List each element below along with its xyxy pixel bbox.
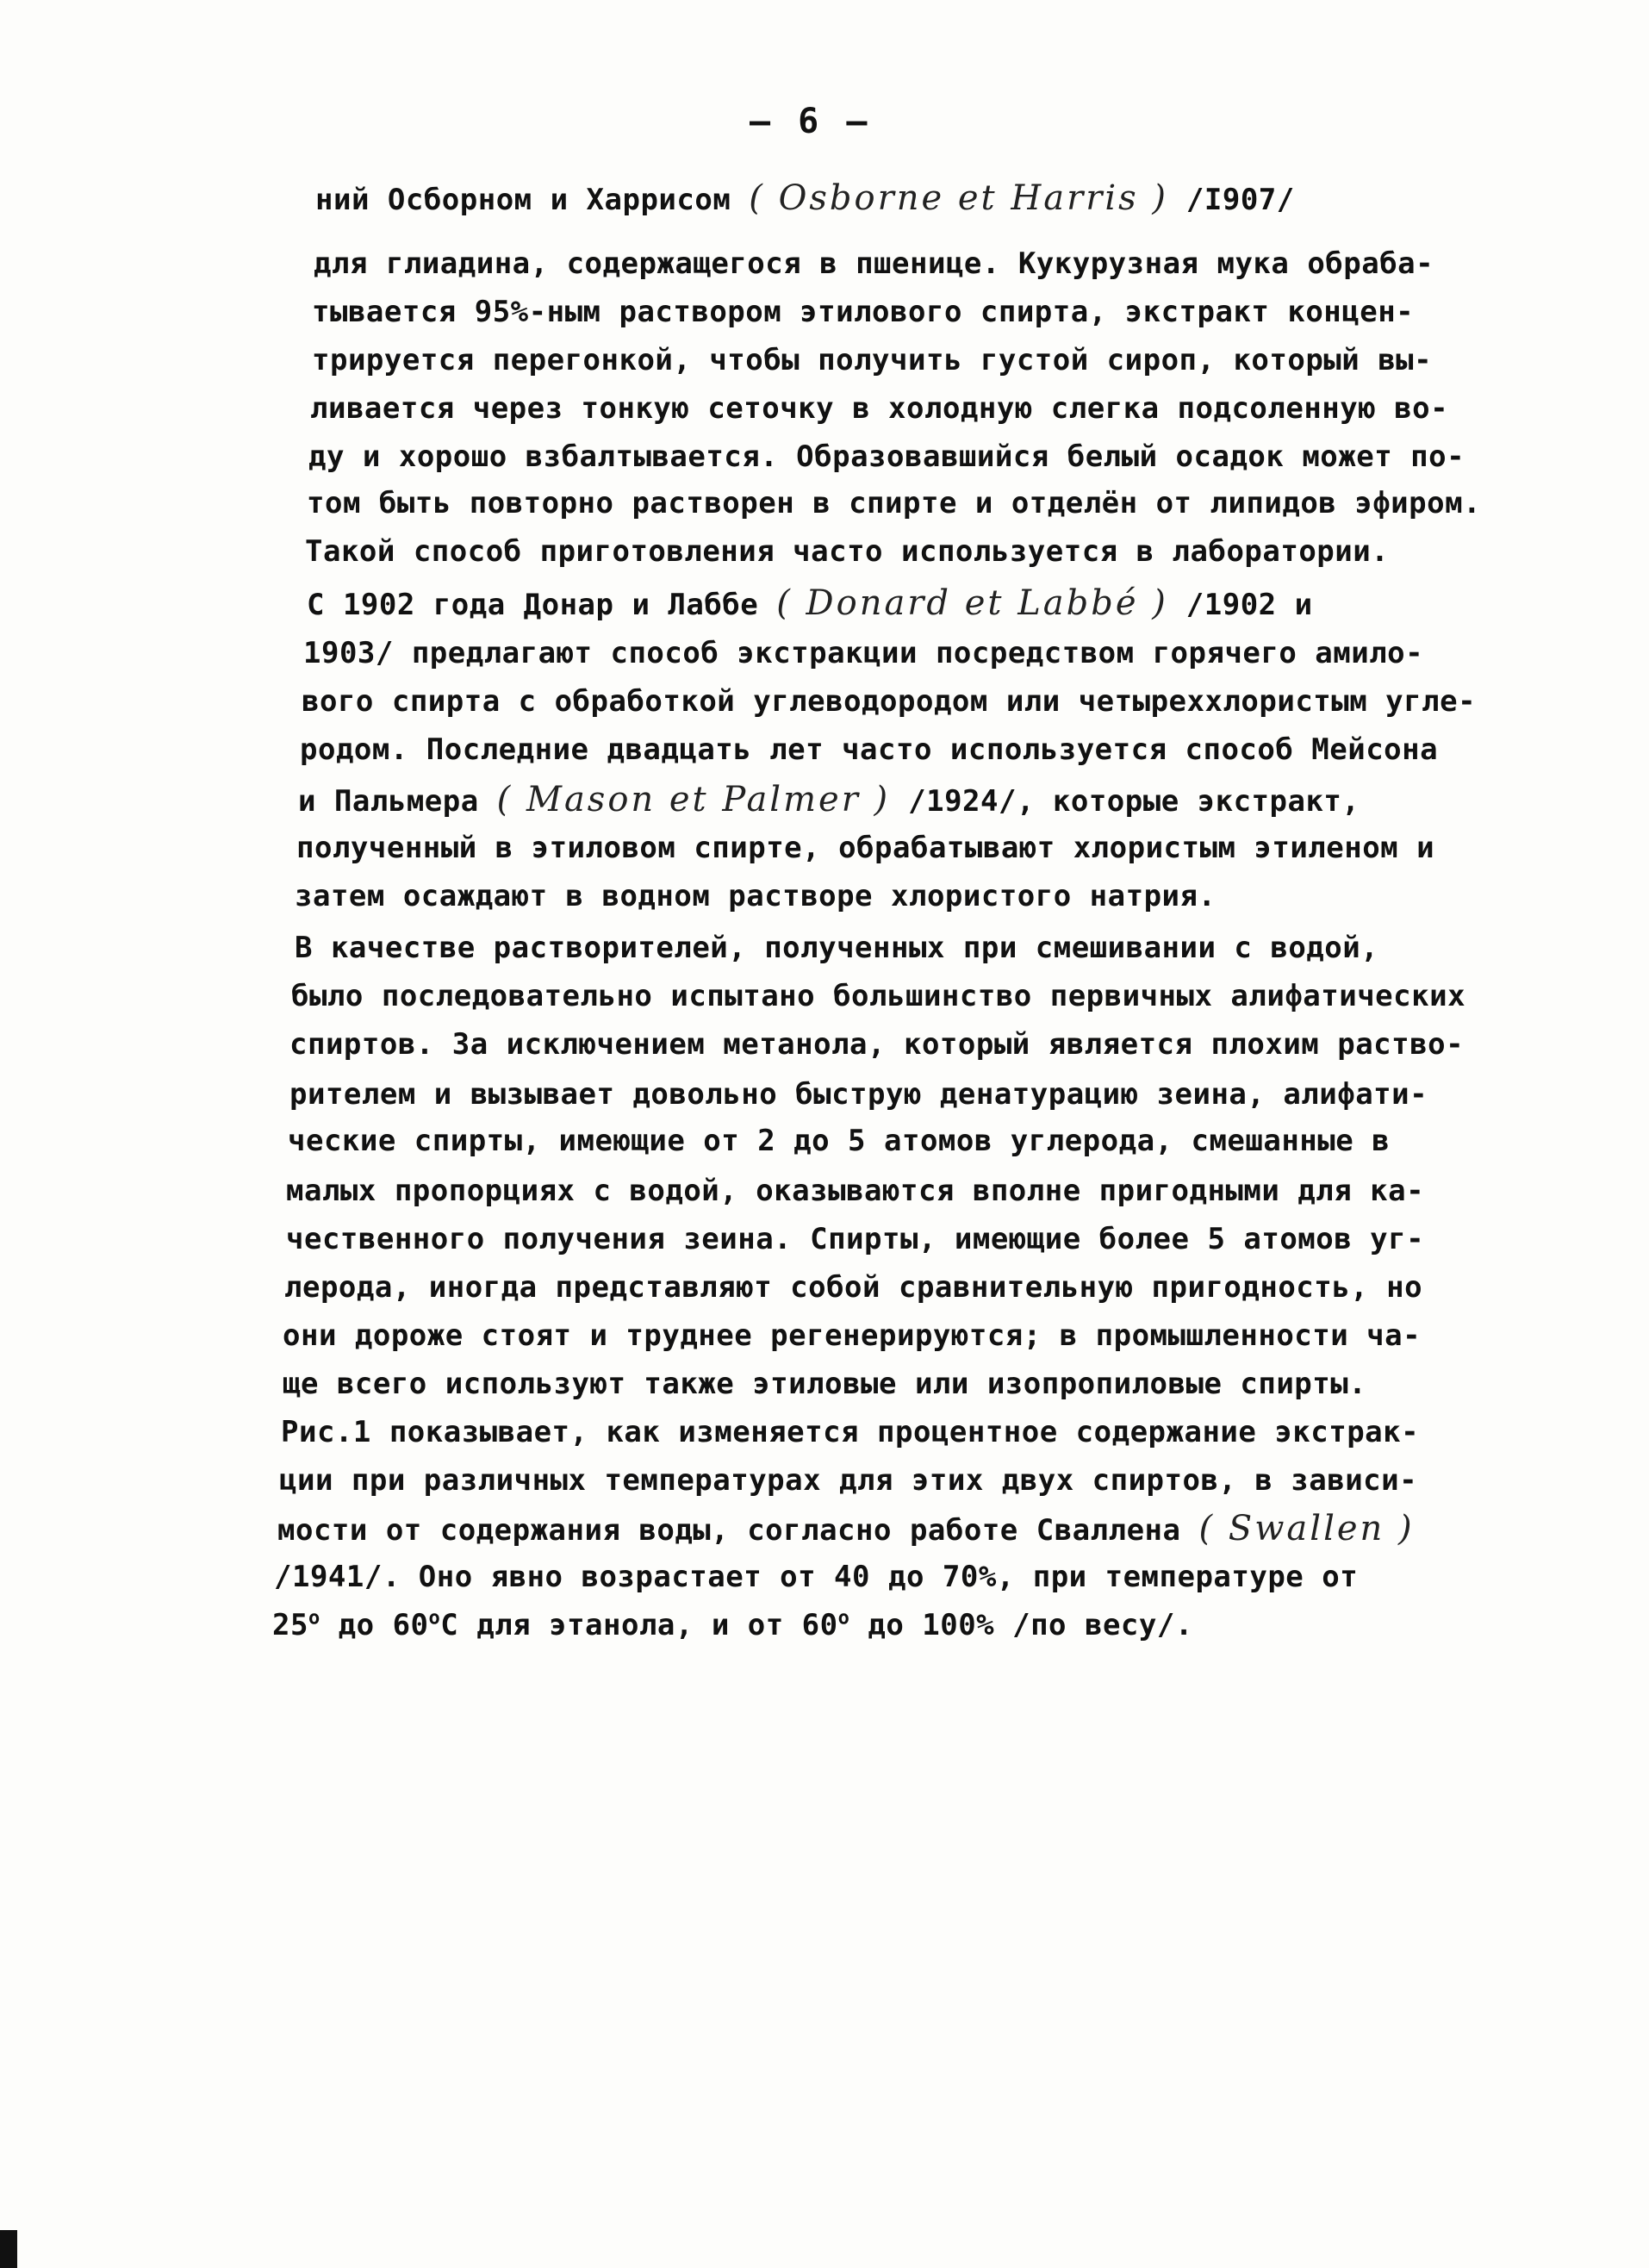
- text-run: лерода, иногда представляют собой сравнительную пригодность, но: [284, 1270, 1423, 1305]
- text-line: [283, 1365, 1366, 1403]
- page-number: – 6 –: [750, 102, 871, 141]
- handwritten-annotation: ( Donard et Labbé ): [776, 583, 1168, 623]
- text-line: [277, 1510, 1415, 1549]
- text-line: [305, 533, 1389, 570]
- text-line: [314, 245, 1434, 283]
- text-run: ще всего используют также этиловые или изопропиловые спирты.: [283, 1367, 1367, 1401]
- text-line: [295, 877, 1216, 915]
- text-run: чественного получения зеина. Спирты, имеющие более 5 атомов уг-: [286, 1222, 1425, 1256]
- text-run: ду и хорошо взбалтывается. Образовавшийся белый осадок может по-: [308, 439, 1465, 474]
- text-run: ливается через тонкую сеточку в холодную слегка подсоленную во-: [310, 391, 1449, 426]
- text-line: [286, 1172, 1424, 1210]
- text-run: /1902 и: [1167, 588, 1313, 622]
- text-run: трируется перегонкой, чтобы получить густой сироп, который вы-: [312, 343, 1433, 377]
- text-run: мости от содержания воды, согласно работе Сваллена: [277, 1513, 1199, 1548]
- text-line: [286, 1220, 1424, 1258]
- text-line: [307, 484, 1481, 522]
- text-run: ний Осборном и Харрисом: [315, 183, 750, 217]
- text-line: [298, 781, 1360, 820]
- text-line: [312, 293, 1414, 331]
- scan-edge-mark: [0, 2230, 17, 2268]
- text-line: [296, 829, 1434, 867]
- text-run: затем осаждают в водном растворе хлористого натрия.: [295, 879, 1217, 913]
- text-line: [303, 634, 1423, 672]
- degree-superscript: o: [428, 1607, 441, 1629]
- text-run: Рис.1 показывает, как изменяется процентное содержание экстрак-: [281, 1415, 1420, 1449]
- text-line: [288, 1122, 1390, 1160]
- text-line: [308, 438, 1465, 476]
- text-run: малых пропорциях с водой, оказываются вполне пригодными для ка-: [286, 1174, 1425, 1208]
- text-run: /1924/, которые экстракт,: [890, 784, 1360, 819]
- text-line: [283, 1317, 1421, 1355]
- text-line: [302, 682, 1476, 720]
- text-run: 1903/ предлагают способ экстракции посредством горячего амило-: [303, 636, 1424, 670]
- text-line: [300, 731, 1438, 769]
- text-run: ции при различных температурах для этих двух спиртов, в зависи-: [279, 1463, 1418, 1498]
- text-line: [291, 977, 1465, 1015]
- degree-superscript: o: [837, 1607, 850, 1629]
- text-line: [295, 929, 1378, 967]
- text-run: тывается 95%-ным раствором этилового спирта, экстракт концен-: [312, 295, 1415, 329]
- text-line: [312, 341, 1432, 379]
- text-run: ческие спирты, имеющие от 2 до 5 атомов углерода, смешанные в: [288, 1124, 1391, 1158]
- text-run: для глиадина, содержащегося в пшенице. Кукурузная мука обраба-: [314, 246, 1434, 281]
- text-run: было последовательно испытано большинство первичных алифатических: [291, 979, 1466, 1013]
- text-line: [289, 1025, 1464, 1063]
- text-run: С для этанола, и от 60: [440, 1608, 838, 1642]
- text-run: родом. Последние двадцать лет часто используется способ Мейсона: [300, 732, 1439, 767]
- text-run: до 100% /по весу/.: [849, 1608, 1193, 1642]
- text-line: [289, 1075, 1428, 1113]
- handwritten-annotation: ( Mason et Palmer ): [496, 780, 891, 819]
- text-run: рителем и вызывает довольно быструю денатурацию зеина, алифати-: [289, 1077, 1428, 1112]
- text-run: /1941/. Оно явно возрастает от 40 до 70%, при температуре от: [274, 1560, 1359, 1594]
- text-run: до 60: [320, 1608, 429, 1642]
- text-line: [279, 1461, 1417, 1499]
- text-line: [307, 584, 1313, 624]
- text-run: 25: [272, 1608, 308, 1642]
- text-run: спиртов. За исключением метанола, который является плохим раство-: [289, 1027, 1465, 1062]
- text-run: /I907/: [1167, 183, 1295, 217]
- text-line: [274, 1558, 1358, 1596]
- text-run: и Пальмера: [298, 784, 497, 819]
- handwritten-annotation: ( Osborne et Harris ): [749, 178, 1168, 218]
- text-run: В качестве растворителей, полученных при смешивании с водой,: [295, 931, 1379, 965]
- text-run: С 1902 года Донар и Лаббе: [307, 588, 777, 622]
- text-run: полученный в этиловом спирте, обрабатывают хлористым этиленом и: [296, 831, 1435, 865]
- text-line: [310, 389, 1448, 427]
- text-line: [315, 179, 1295, 219]
- text-run: том быть повторно растворен в спирте и отделён от липидов эфиром.: [307, 486, 1482, 520]
- text-run: Такой способ приготовления часто используется в лаборатории.: [305, 534, 1390, 569]
- text-line: [281, 1413, 1419, 1451]
- text-line: [272, 1606, 1193, 1644]
- text-run: они дороже стоят и труднее регенерируются; в промышленности ча-: [283, 1318, 1422, 1353]
- handwritten-annotation: ( Swallen ): [1198, 1509, 1415, 1548]
- degree-superscript: o: [308, 1607, 320, 1629]
- text-line: [284, 1268, 1422, 1306]
- text-run: вого спирта с обработкой углеводородом или четыреххлористым угле-: [302, 684, 1477, 719]
